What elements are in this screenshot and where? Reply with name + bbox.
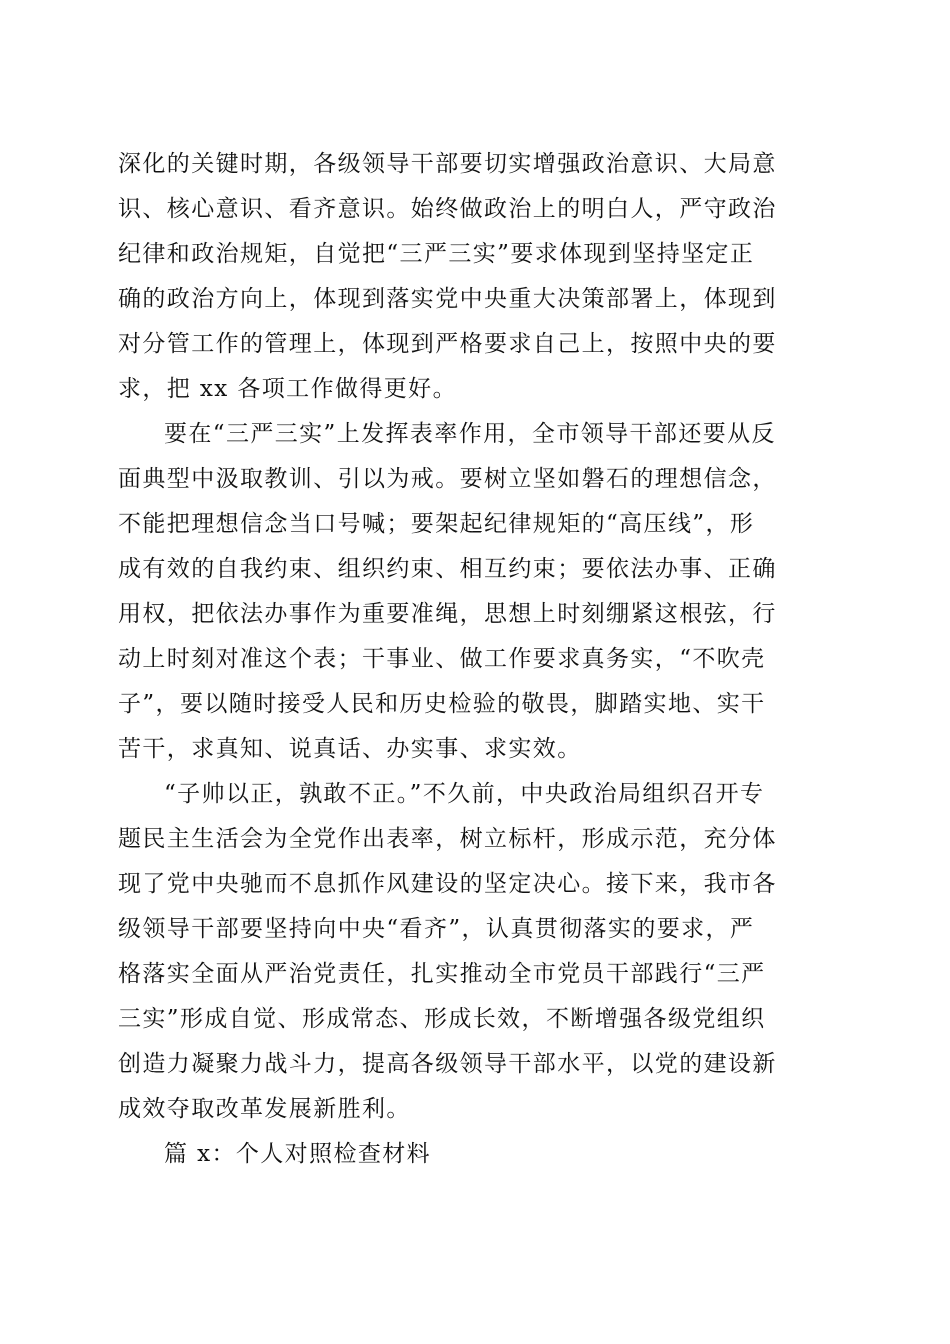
text-line: 深化的关键时期，各级领导干部要切实增强政治意识、大局意 [118, 151, 777, 177]
text-line: 三实”形成自觉、形成常态、形成长效，不断增强各级党组织 [118, 1006, 766, 1032]
text-line: 现了党中央驰而不息抓作风建设的坚定决心。接下来，我市各 [118, 871, 777, 897]
text-line: 子”，要以随时接受人民和历史检验的敬畏，脚踏实地、实干 [118, 691, 766, 717]
paragraph-1 [118, 142, 830, 412]
text-line: 苦干，求真知、说真话、办实事、求实效。 [118, 736, 582, 762]
document-body [118, 142, 830, 1177]
text-line: 面典型中汲取教训、引以为戒。要树立坚如磐石的理想信念， [118, 466, 777, 492]
text-line: 用权，把依法办事作为重要准绳，思想上时刻绷紧这根弦，行 [118, 601, 777, 627]
text-line: 题民主生活会为全党作出表率，树立标杆，形成示范，充分体 [118, 826, 777, 852]
text-line: 不能把理想信念当口号喊；要架起纪律规矩的“高压线”，形 [118, 511, 755, 537]
text-line: 创造力凝聚力战斗力，提高各级领导干部水平，以党的建设新 [118, 1051, 777, 1077]
text-line: 格落实全面从严治党责任，扎实推动全市党员干部践行“三严 [118, 961, 766, 987]
text-line: 对分管工作的管理上，体现到严格要求自己上，按照中央的要 [118, 331, 777, 357]
paragraph-3 [118, 772, 830, 1132]
section-heading: 篇 x：个人对照检查材料 [164, 1141, 432, 1167]
text-line: 确的政治方向上，体现到落实党中央重大决策部署上，体现到 [118, 286, 777, 312]
text-line: 纪律和政治规矩，自觉把“三严三实”要求体现到坚持坚定正 [118, 241, 755, 267]
text-line: 求，把 xx 各项工作做得更好。 [118, 376, 457, 402]
text-line: 动上时刻对准这个表；干事业、做工作要求真务实，“不吹壳 [118, 646, 766, 672]
text-line: 要在“三严三实”上发挥表率作用，全市领导干部还要从反 [164, 421, 776, 447]
text-line: 成效夺取改革发展新胜利。 [118, 1096, 411, 1122]
text-line: 级领导干部要坚持向中央“看齐”，认真贯彻落实的要求，严 [118, 916, 755, 942]
text-line: 成有效的自我约束、组织约束、相互约束；要依法办事、正确 [118, 556, 777, 582]
paragraph-2 [118, 412, 830, 772]
text-line: 识、核心意识、看齐意识。始终做政治上的明白人，严守政治 [118, 196, 777, 222]
text-line: “子帅以正，孰敢不正。”不久前，中央政治局组织召开专 [164, 781, 765, 807]
